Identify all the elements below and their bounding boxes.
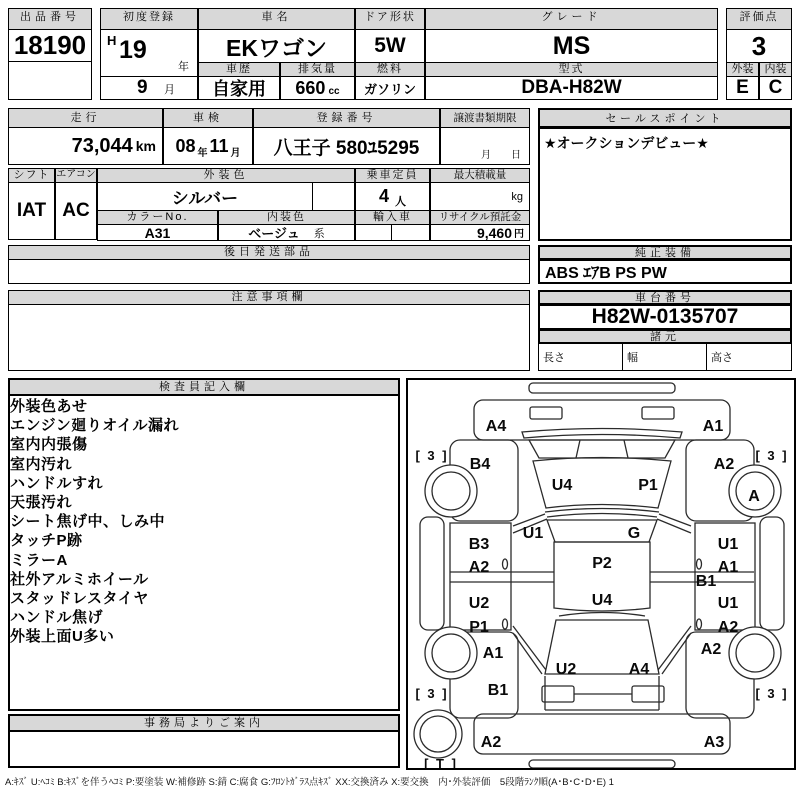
- damage-code: B1: [695, 573, 717, 590]
- damage-code: A4: [628, 661, 650, 678]
- spec-length-cell: [538, 343, 623, 371]
- spec-width-label: 幅: [627, 352, 638, 364]
- damage-code: A: [748, 488, 760, 505]
- mileage-number: 73,044: [71, 134, 133, 157]
- mileage-header: 走行: [8, 108, 163, 128]
- door-shape-header: ドア形状: [355, 8, 425, 30]
- transfer-deadline-value-cell: [440, 127, 530, 165]
- interior-color-suffix: 系: [313, 227, 325, 240]
- inspector-note: シート焦げ中、しみ中: [10, 513, 166, 531]
- spec-width-cell: [622, 343, 707, 371]
- recycle-deposit-unit: 円: [514, 229, 524, 240]
- damage-code: A1: [482, 645, 504, 662]
- spec-height-label: 高さ: [711, 352, 733, 364]
- chassis-number-value: H82W-0135707: [538, 304, 792, 330]
- exterior-color-empty-cell: [312, 182, 355, 211]
- damage-code: B3: [468, 536, 490, 553]
- damage-code: A3: [703, 734, 725, 751]
- damage-code: P1: [469, 619, 489, 636]
- shaken-header: 車検: [163, 108, 253, 128]
- interior-grade-value: C: [759, 76, 792, 100]
- inspector-note: 室内内張傷: [10, 436, 88, 454]
- inspector-note: エンジン廻りオイル漏れ: [10, 417, 180, 435]
- max-load-header: 最大積載量: [430, 168, 530, 183]
- recycle-deposit-header: リサイクル預託金: [430, 210, 530, 225]
- spec-height-cell: [706, 343, 792, 371]
- registration-number-header: 登録番号: [253, 108, 440, 128]
- interior-grade-header: 内装: [759, 62, 792, 77]
- max-load-value: [430, 182, 530, 211]
- capacity-unit: 人: [395, 195, 406, 208]
- displacement-value: [280, 76, 355, 100]
- auction-number-value: 18190: [8, 29, 92, 62]
- notice-header: 注意事項欄: [8, 290, 530, 305]
- first-registration-header: 初度登録: [100, 8, 198, 30]
- damage-code: U4: [591, 592, 613, 609]
- score-value: 3: [726, 29, 792, 63]
- damage-code: G: [627, 525, 641, 542]
- recycle-deposit-value: [430, 224, 530, 241]
- sales-point-text: ★オークションデビュー★: [544, 135, 709, 151]
- import-car-cell-1: [355, 224, 392, 241]
- shaken-month-unit: 月: [230, 147, 241, 159]
- exterior-color-value: シルバー: [97, 182, 313, 211]
- shift-header: シフト: [8, 168, 55, 183]
- damage-code: U1: [717, 595, 739, 612]
- damage-code: B1: [487, 682, 509, 699]
- damage-code: P1: [638, 477, 658, 494]
- oem-equipment-header: 純正装備: [538, 245, 792, 260]
- inspector-note: スタッドレスタイヤ: [10, 590, 149, 608]
- damage-code: U2: [555, 661, 577, 678]
- model-code-value: DBA-H82W: [425, 76, 718, 100]
- auction-number-header: 出品番号: [8, 8, 92, 30]
- displacement-number: 660: [295, 77, 326, 98]
- interior-color-value: [218, 224, 355, 241]
- damage-code: A2: [713, 456, 735, 473]
- year-unit: 年: [178, 61, 189, 73]
- first-registration-year-cell: [100, 29, 198, 77]
- inspector-note: 社外アルミホイール: [10, 570, 149, 588]
- displacement-header: 排気量: [280, 62, 355, 77]
- first-registration-year: 19: [119, 36, 147, 64]
- inspector-note: 外装色あせ: [10, 398, 88, 415]
- exterior-grade-header: 外装: [726, 62, 759, 77]
- mileage-unit: km: [135, 138, 156, 154]
- car-history-header: 車歴: [198, 62, 280, 77]
- specs-header: 諸元: [538, 329, 792, 344]
- registration-number-value: 八王子 580ﾕ5295: [253, 127, 440, 165]
- transfer-deadline-value: 月 日: [481, 150, 521, 161]
- capacity-value: [355, 182, 430, 211]
- damage-code: [ 3 ]: [415, 686, 449, 701]
- aircon-header: エアコン: [55, 168, 97, 183]
- capacity-header: 乗車定員: [355, 168, 430, 183]
- era-letter: H: [107, 33, 117, 48]
- interior-color-name: ベージュ: [248, 226, 300, 241]
- first-registration-month: 9: [137, 77, 148, 98]
- inspector-note: 天張汚れ: [10, 494, 73, 512]
- inspector-note: ハンドルすれ: [10, 474, 104, 492]
- inspector-note: 室内汚れ: [10, 455, 73, 473]
- max-load-unit: kg: [511, 190, 523, 203]
- model-code-header: 型式: [425, 62, 718, 77]
- displacement-unit: cc: [328, 86, 340, 97]
- auction-number-empty-cell: [8, 61, 92, 100]
- damage-diagram-box: [406, 378, 796, 770]
- oem-equipment-value: ABS ｴｱB PS PW: [538, 259, 792, 284]
- damage-code: P2: [592, 555, 612, 572]
- exterior-grade-value: E: [726, 76, 759, 100]
- car-damage-diagram: [408, 380, 794, 768]
- car-name-value: EKワゴン: [198, 29, 355, 63]
- inspector-note: タッチP跡: [10, 532, 83, 550]
- later-parts-content: [8, 259, 530, 284]
- legend-text: A:ｷｽﾞ U:ﾍｺﾐ B:ｷｽﾞを伴うﾍｺﾐ P:要塗装 W:補修跡 S:錆 C:腐食 G:ﾌﾛﾝﾄｶﾞﾗｽ点ｷｽﾞ XX:交換済み X:要交換 内･外装評価 5段階ﾗﾝｸ順(A･B･C･D･E) 1: [5, 777, 614, 788]
- mileage-value: [8, 127, 163, 165]
- inspector-header: 検査員記入欄: [8, 378, 400, 396]
- grade-header: グレード: [425, 8, 718, 30]
- notice-content: [8, 304, 530, 371]
- color-no-header: カラーNo.: [97, 210, 218, 225]
- inspector-note: ミラーA: [10, 551, 68, 569]
- damage-code: U2: [468, 595, 490, 612]
- chassis-number-header: 車台番号: [538, 290, 792, 305]
- damage-code: A1: [702, 418, 724, 435]
- capacity-number: 4: [378, 186, 389, 206]
- import-car-cell-2: [391, 224, 430, 241]
- later-parts-header: 後日発送部品: [8, 245, 530, 260]
- fuel-header: 燃料: [355, 62, 425, 77]
- damage-code: U4: [551, 477, 573, 494]
- damage-code: A4: [485, 418, 507, 435]
- recycle-deposit-number: 9,460: [476, 224, 512, 241]
- month-unit: 月: [164, 84, 175, 96]
- car-name-header: 車名: [198, 8, 355, 30]
- shaken-value: [163, 127, 253, 165]
- transfer-deadline-header: 譲渡書類期限: [440, 108, 530, 128]
- interior-color-header: 内装色: [218, 210, 355, 225]
- damage-code-labels: [415, 418, 788, 768]
- damage-code: U1: [717, 536, 739, 553]
- fuel-value: ガソリン: [355, 76, 425, 100]
- damage-code: A2: [700, 641, 722, 658]
- inspector-note: 外装上面U多い: [10, 628, 115, 646]
- shift-value: IAT: [8, 182, 55, 240]
- damage-code: A1: [717, 559, 739, 576]
- sales-point-content: [538, 127, 792, 241]
- grade-value: MS: [425, 29, 718, 63]
- score-header: 評価点: [726, 8, 792, 30]
- damage-code: [ 3 ]: [755, 448, 789, 463]
- inspector-notes: [10, 397, 390, 647]
- spec-length-label: 長さ: [543, 352, 565, 364]
- damage-code: A2: [468, 559, 490, 576]
- damage-code: [ 3 ]: [755, 686, 789, 701]
- damage-code: B4: [469, 456, 491, 473]
- car-history-value: 自家用: [198, 76, 280, 100]
- sales-point-header: セールスポイント: [538, 108, 792, 128]
- shaken-year-unit: 年: [197, 147, 208, 159]
- damage-code: [ 3 ]: [415, 448, 449, 463]
- exterior-color-header: 外装色: [97, 168, 355, 183]
- aircon-value: AC: [55, 182, 97, 240]
- office-header: 事務局よりご案内: [8, 714, 400, 732]
- shaken-year: 08: [175, 135, 196, 156]
- shaken-month: 11: [209, 135, 229, 156]
- color-no-value: A31: [97, 224, 218, 241]
- damage-code: [ T ]: [424, 756, 458, 768]
- inspector-note: ハンドル焦げ: [10, 609, 104, 627]
- damage-code: A2: [717, 619, 739, 636]
- door-shape-value: 5W: [355, 29, 425, 63]
- import-car-header: 輸入車: [355, 210, 430, 225]
- damage-code: A2: [480, 734, 502, 751]
- first-registration-month-cell: [100, 76, 198, 100]
- damage-code: U1: [522, 525, 544, 542]
